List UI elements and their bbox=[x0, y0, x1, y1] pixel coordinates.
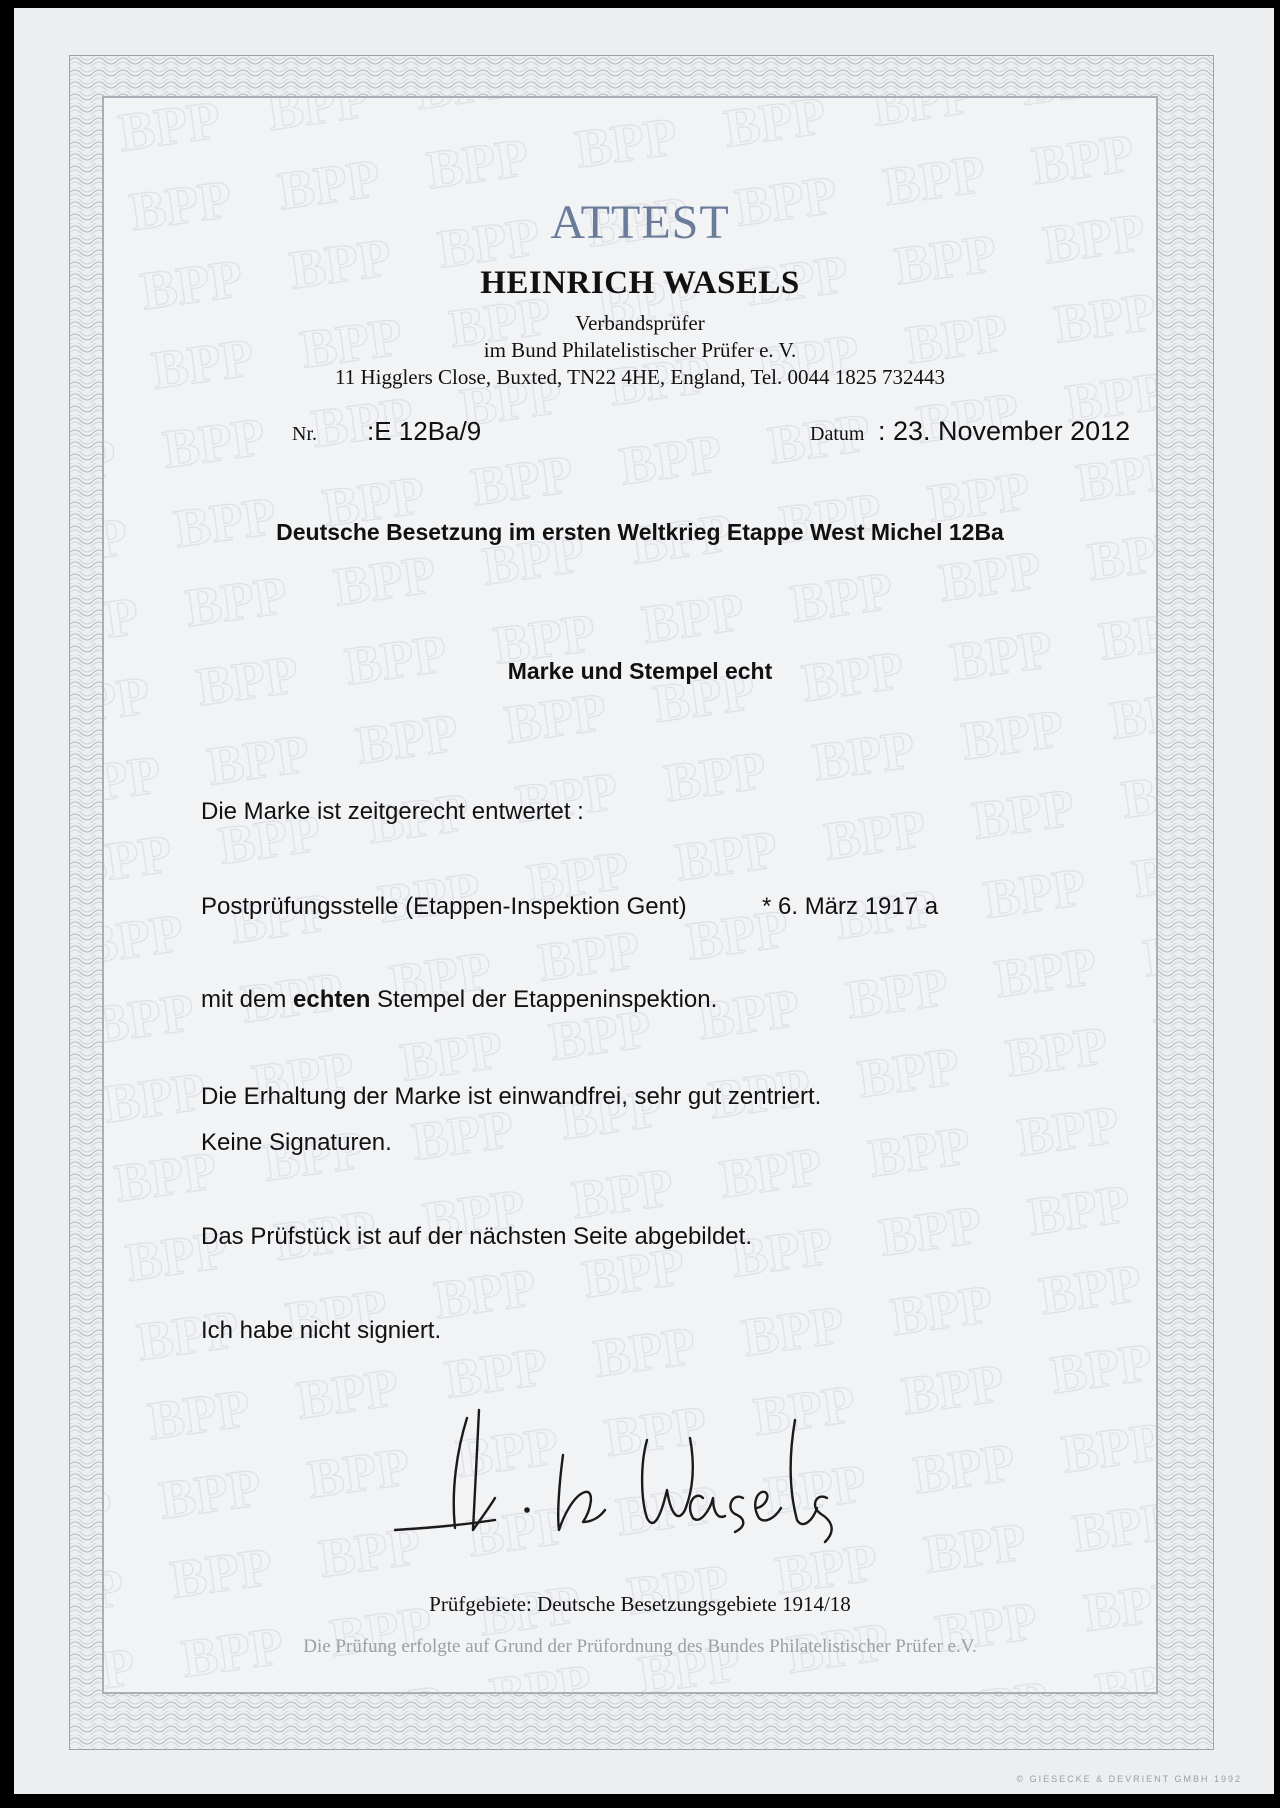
body-text: Stempel der Etappeninspektion. bbox=[370, 986, 718, 1013]
certificate-date: : 23. November 2012 bbox=[878, 416, 1131, 446]
examiner-address: 11 Higglers Close, Buxted, TN22 4HE, England, Tel. 0044 1825 732443 bbox=[334, 365, 945, 389]
body-postmark: Postprüfungsstelle (Etappen-Inspektion Gent) bbox=[201, 893, 687, 920]
examiner-role: Verbandsprüfer bbox=[575, 311, 705, 335]
examiner-name: HEINRICH WASELS bbox=[480, 265, 800, 301]
date-label: Datum bbox=[810, 423, 865, 445]
body-image-note: Das Prüfstück ist auf der nächsten Seite abgebildet. bbox=[201, 1223, 752, 1250]
printer-mark: © GIESECKE & DEVRIENT GMBH 1992 bbox=[1016, 1774, 1242, 1784]
body-text: mit dem bbox=[201, 986, 294, 1013]
body-genuine-stamp bbox=[201, 986, 717, 1014]
certificate-number: :E 12Ba/9 bbox=[367, 416, 482, 446]
body-postmark-date: * 6. März 1917 a bbox=[762, 893, 939, 920]
examination-scope: Prüfgebiete: Deutsche Besetzungsgebiete 1914/18 bbox=[429, 1592, 851, 1616]
examiner-association: im Bund Philatelistischer Prüfer e. V. bbox=[483, 338, 797, 362]
number-label: Nr. bbox=[292, 423, 317, 445]
certificate-title: ATTEST bbox=[550, 196, 730, 249]
examination-basis: Die Prüfung erfolgte auf Grund der Prüfordnung des Bundes Philatelistischer Prüfer e.V. bbox=[303, 1636, 977, 1657]
subject-line: Deutsche Besetzung im ersten Weltkrieg Etappe West Michel 12Ba bbox=[276, 519, 1004, 545]
handwritten-signature bbox=[385, 1380, 905, 1550]
body-signatures: Keine Signaturen. bbox=[201, 1129, 392, 1156]
body-not-signed: Ich habe nicht signiert. bbox=[201, 1317, 442, 1344]
body-condition: Die Erhaltung der Marke ist einwandfrei, sehr gut zentriert. bbox=[201, 1083, 822, 1110]
body-cancellation: Die Marke ist zeitgerecht entwertet : bbox=[201, 798, 584, 825]
body-emphasis: echten bbox=[293, 986, 371, 1013]
verdict-line: Marke und Stempel echt bbox=[507, 658, 773, 684]
